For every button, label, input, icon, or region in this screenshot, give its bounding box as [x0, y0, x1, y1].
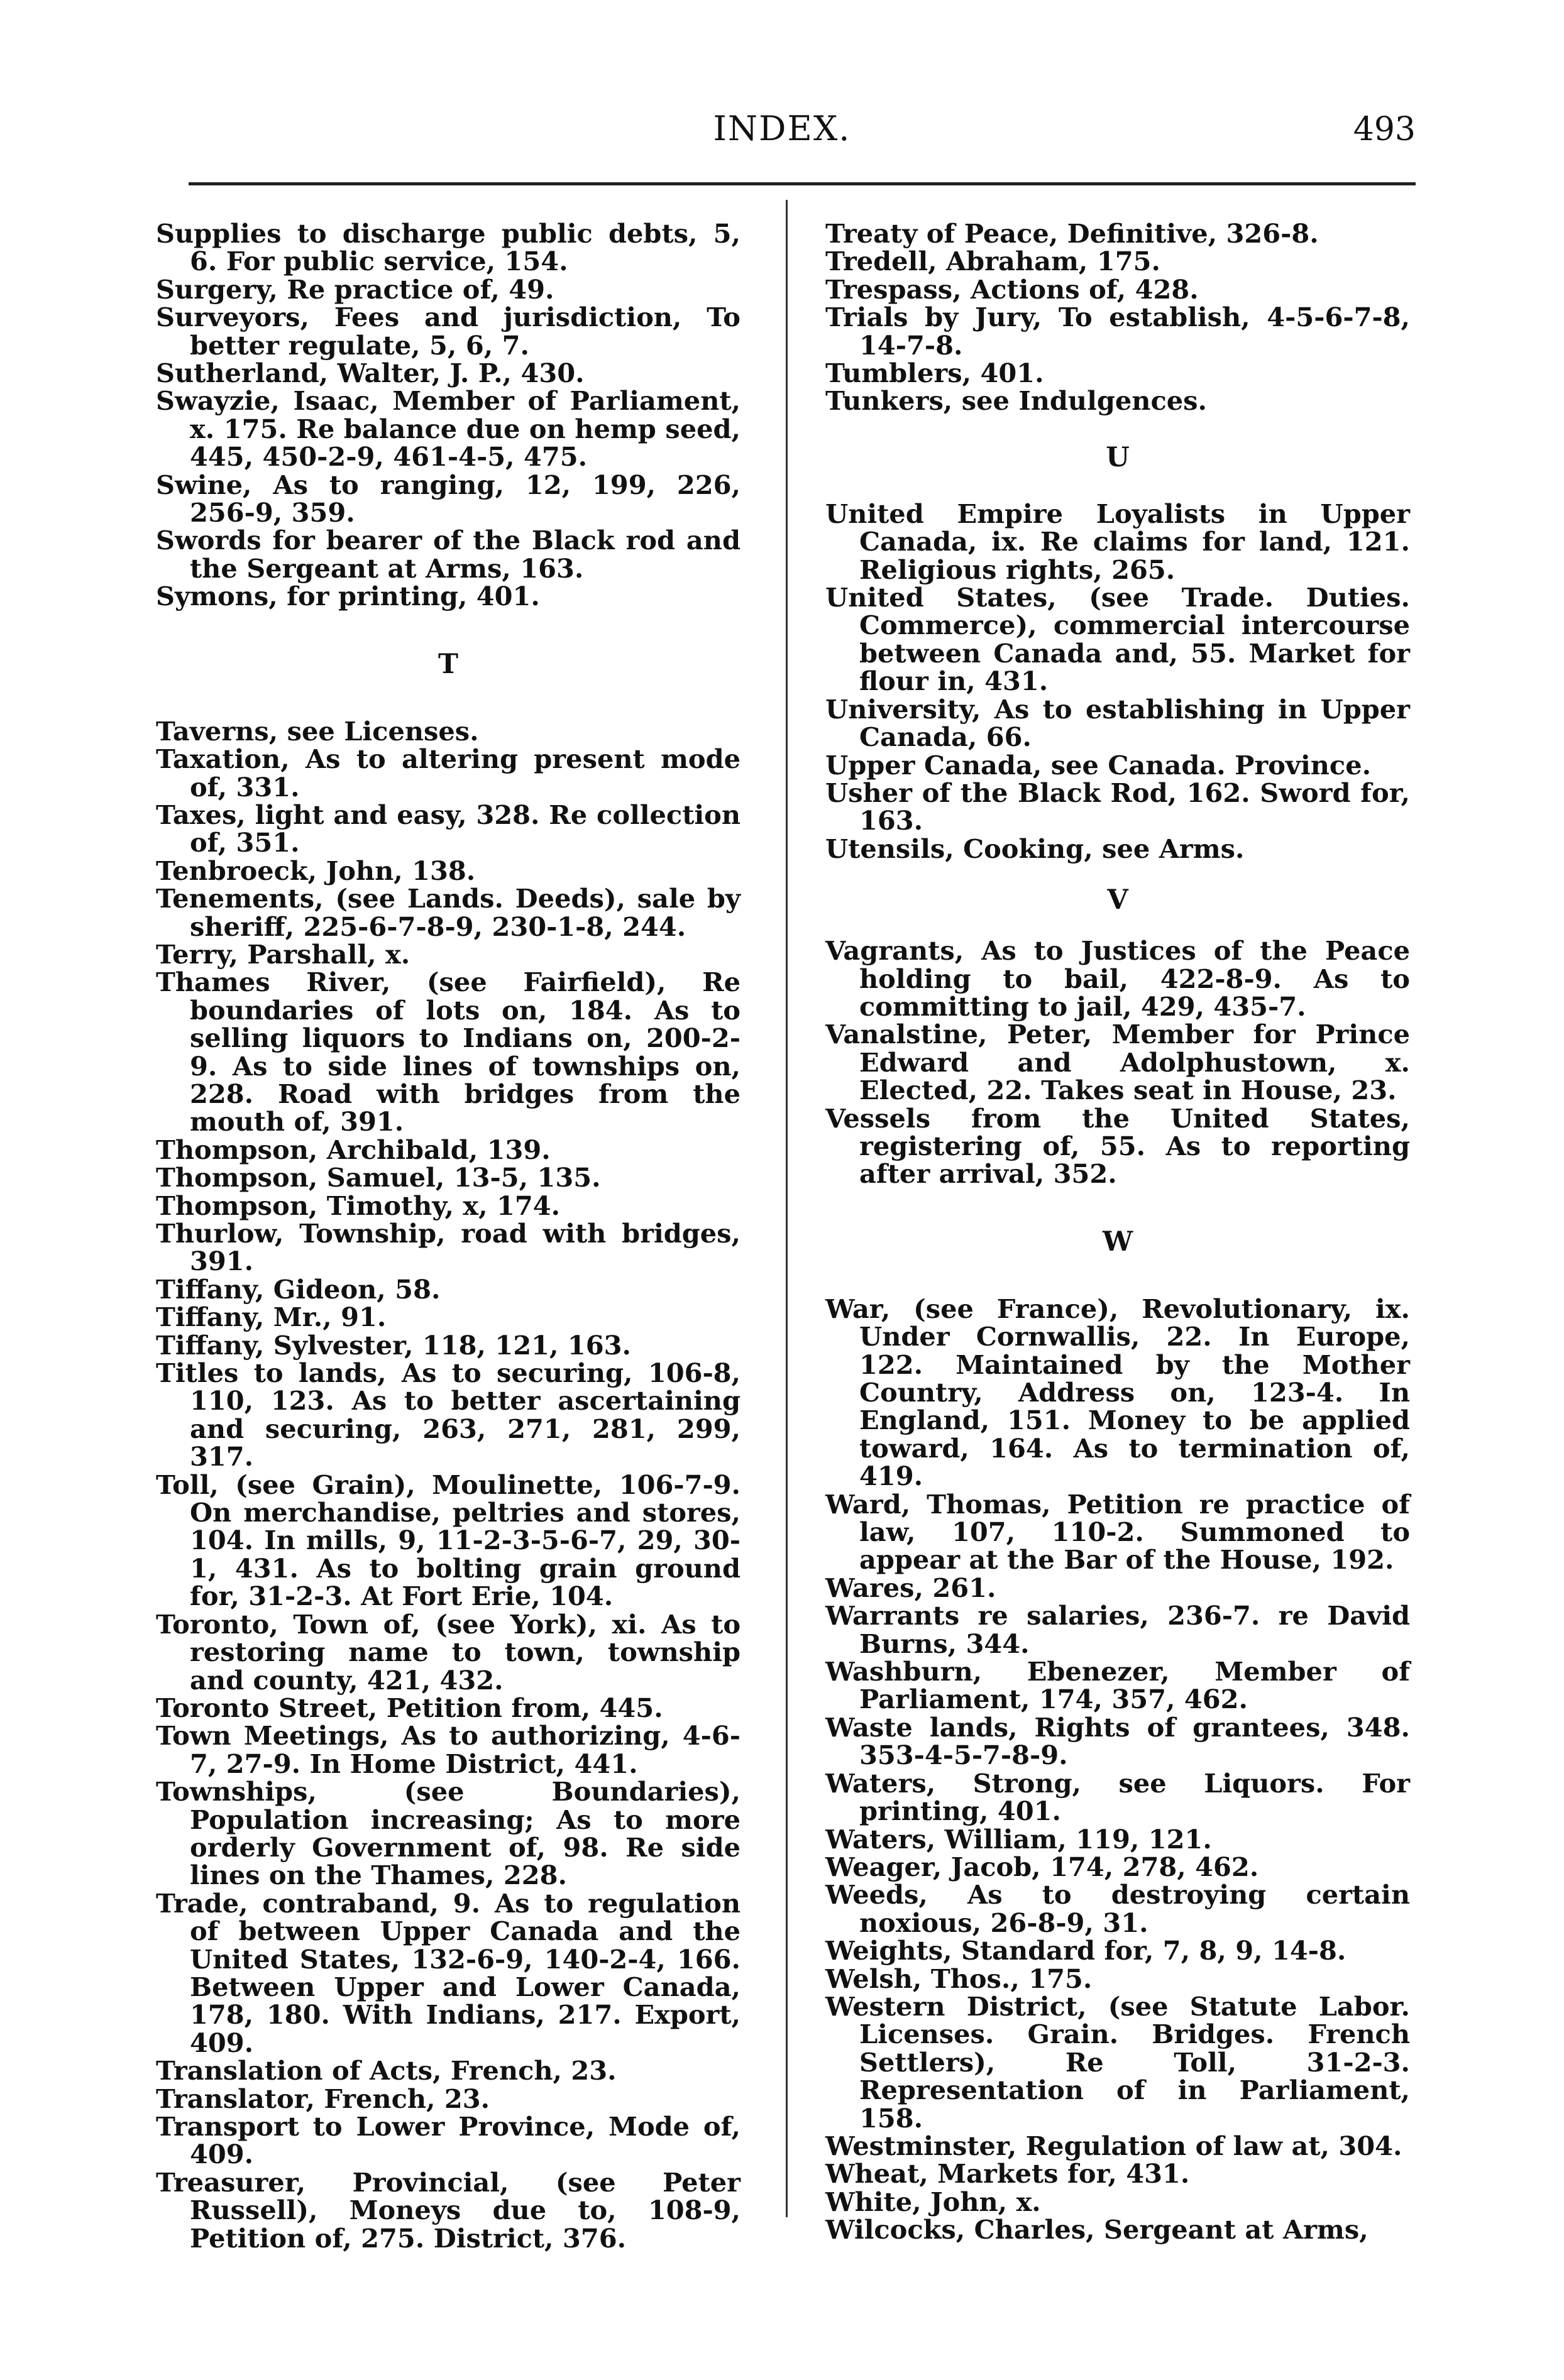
index-entry: Tunkers, see Indulgences.: [825, 385, 1207, 417]
index-entry: War, (see France), Revolutionary, ix. Under Cornwallis, 22. In Europe, 122. Maintained by the Mother Country, Address on, 123-4. In England, 151. Money to be applied toward, 164. As to termination of, 419.: [825, 1293, 1410, 1492]
index-entry: Thompson, Timothy, x, 174.: [156, 1190, 561, 1221]
index-entry: Sutherland, Walter, J. P., 430.: [156, 358, 585, 389]
index-entry: Westminster, Regulation of law at, 304.: [825, 2130, 1402, 2161]
index-entry: Thames River, (see Fairfield), Re boundaries of lots on, 184. As to selling liquors to Indians on, 200-2-9. As to side lines of townships on, 228. Road with bridges from the mouth of, 391.: [156, 967, 741, 1138]
index-entry: Waste lands, Rights of grantees, 348. 353-4-5-7-8-9.: [825, 1711, 1410, 1771]
index-entry: Terry, Parshall, x.: [156, 938, 410, 970]
index-entry: Toronto, Town of, (see York), xi. As to restoring name to town, township and county, 421, 432.: [156, 1608, 741, 1696]
index-entry: Tenbroeck, John, 138.: [156, 855, 476, 886]
index-entry: Weeds, As to destroying certain noxious, 26-8-9, 31.: [825, 1879, 1410, 1938]
t-entries-continued-list: [825, 220, 1410, 415]
u-entries-list: [825, 500, 1410, 863]
index-entry: Taxes, light and easy, 328. Re collection of, 351.: [156, 799, 741, 858]
index-entry: Trespass, Actions of, 428.: [825, 273, 1199, 305]
index-entry: Wares, 261.: [825, 1572, 996, 1603]
index-entry: Treaty of Peace, Definitive, 326-8.: [825, 218, 1319, 249]
index-entry: Symons, for printing, 401.: [156, 581, 540, 612]
index-entry: Surveyors, Fees and jurisdiction, To better regulate, 5, 6, 7.: [156, 302, 741, 361]
index-entry: Tumblers, 401.: [825, 358, 1044, 389]
index-entry: Weights, Standard for, 7, 8, 9, 14-8.: [825, 1935, 1346, 1966]
section-letter-w: W: [1102, 1226, 1133, 1258]
left-column: [156, 220, 741, 2252]
index-entry: Washburn, Ebenezer, Member of Parliament, 174, 357, 462.: [825, 1656, 1410, 1715]
index-entry: Town Meetings, As to authorizing, 4-6-7, 27-9. In Home District, 441.: [156, 1720, 741, 1779]
index-entry: Supplies to discharge public debts, 5, 6. For public service, 154.: [156, 218, 741, 277]
right-column: [825, 220, 1410, 2244]
index-entry: Titles to lands, As to securing, 106-8, 110, 123. As to better ascertaining and securing, 263, 271, 281, 299, 317.: [156, 1357, 741, 1472]
index-entry: Thurlow, Township, road with bridges, 391.: [156, 1218, 741, 1277]
index-entry: Vagrants, As to Justices of the Peace holding to bail, 422-8-9. As to committing to jail, 429, 435-7.: [825, 935, 1410, 1022]
index-entry: Tiffany, Gideon, 58.: [156, 1273, 441, 1305]
index-entry: Wilcocks, Charles, Sergeant at Arms,: [825, 2214, 1368, 2246]
index-entry: Tiffany, Sylvester, 118, 121, 163.: [156, 1329, 631, 1361]
index-entry: Waters, Strong, see Liquors. For printing, 401.: [825, 1767, 1410, 1827]
header-rule: [189, 182, 1416, 185]
index-entry: Swayzie, Isaac, Member of Parliament, x. 175. Re balance due on hemp seed, 445, 450-2-9, 461-4-5, 475.: [156, 385, 741, 473]
index-entry: Trials by Jury, To establish, 4-5-6-7-8, 14-7-8.: [825, 302, 1410, 361]
index-entry: Wheat, Markets for, 431.: [825, 2158, 1190, 2190]
index-entry: Western District, (see Statute Labor. Licenses. Grain. Bridges. French Settlers), Re Toll, 31-2-3. Representation of in Parliament, 158.: [825, 1990, 1410, 2134]
index-entry: University, As to establishing in Upper Canada, 66.: [825, 693, 1410, 753]
t-entries-list: [156, 715, 741, 2254]
section-letter-t: T: [438, 648, 458, 680]
index-entry: Vessels from the United States, registering of, 55. As to reporting after arrival, 352.: [825, 1102, 1410, 1190]
section-letter-v: V: [1107, 884, 1128, 916]
index-entry: United Empire Loyalists in Upper Canada, ix. Re claims for land, 121. Religious rights, 265.: [825, 498, 1410, 585]
index-entry: Tredell, Abraham, 175.: [825, 246, 1160, 277]
w-entries-list: [825, 1295, 1410, 2244]
index-entry: Vanalstine, Peter, Member for Prince Edward and Adolphustown, x. Elected, 22. Takes seat in House, 23.: [825, 1019, 1410, 1106]
index-entry: Treasurer, Provincial, (see Peter Russell), Moneys due to, 108-9, Petition of, 275. District, 376.: [156, 2166, 741, 2254]
index-entry: Townships, (see Boundaries), Population increasing; As to more orderly Government of, 98. Re side lines on the Thames, 228.: [156, 1776, 741, 1891]
index-entry: Usher of the Black Rod, 162. Sword for, 163.: [825, 777, 1410, 836]
index-entry: Upper Canada, see Canada. Province.: [825, 749, 1372, 781]
index-entry: Trade, contraband, 9. As to regulation of between Upper Canada and the United States, 132-6-9, 140-2-4, 166. Between Upper and Lower Canada, 178, 180. With Indians, 217. Export, 409.: [156, 1887, 741, 2058]
index-entry: Thompson, Samuel, 13-5, 135.: [156, 1162, 601, 1193]
index-entry: Transport to Lower Province, Mode of, 409.: [156, 2111, 741, 2170]
index-entry: Warrants re salaries, 236-7. re David Burns, 344.: [825, 1600, 1410, 1659]
index-entry: Taxation, As to altering present mode of, 331.: [156, 743, 741, 803]
index-entry: Tenements, (see Lands. Deeds), sale by sheriff, 225-6-7-8-9, 230-1-8, 244.: [156, 883, 741, 942]
index-entry: United States, (see Trade. Duties. Commerce), commercial intercourse between Canada and, 55. Market for flour in, 431.: [825, 582, 1410, 697]
index-entry: Toronto Street, Petition from, 445.: [156, 1692, 663, 1723]
index-entry: Toll, (see Grain), Moulinette, 106-7-9. On merchandise, peltries and stores, 104. In mills, 9, 11-2-3-5-6-7, 29, 30-1, 431. As to bolting grain ground for, 31-2-3. At Fort Erie, 104.: [156, 1469, 741, 1612]
index-entry: Thompson, Archibald, 139.: [156, 1134, 551, 1165]
index-entry: Waters, William, 119, 121.: [825, 1823, 1212, 1855]
v-entries-list: [825, 937, 1410, 1188]
running-title: INDEX.: [713, 109, 851, 148]
index-entry: Utensils, Cooking, see Arms.: [825, 833, 1245, 864]
index-entry: Weager, Jacob, 174, 278, 462.: [825, 1851, 1259, 1882]
index-entry: Tiffany, Mr., 91.: [156, 1302, 387, 1333]
index-entry: Surgery, Re practice of, 49.: [156, 273, 554, 305]
index-entry: Translator, French, 23.: [156, 2083, 490, 2114]
index-entry: Swine, As to ranging, 12, 199, 226, 256-9, 359.: [156, 469, 741, 529]
page-number: 493: [1353, 111, 1416, 148]
column-divider: [786, 200, 788, 2217]
section-letter-u: U: [1106, 441, 1130, 473]
index-entry: White, John, x.: [825, 2186, 1041, 2217]
index-entry: Welsh, Thos., 175.: [825, 1963, 1093, 1994]
index-entry: Translation of Acts, French, 23.: [156, 2055, 617, 2087]
s-entries-list: [156, 220, 741, 611]
index-entry: Taverns, see Licenses.: [156, 715, 479, 747]
index-entry: Swords for bearer of the Black rod and the Sergeant at Arms, 163.: [156, 525, 741, 584]
index-entry: Ward, Thomas, Petition re practice of law, 107, 110-2. Summoned to appear at the Bar of the House, 192.: [825, 1488, 1410, 1576]
